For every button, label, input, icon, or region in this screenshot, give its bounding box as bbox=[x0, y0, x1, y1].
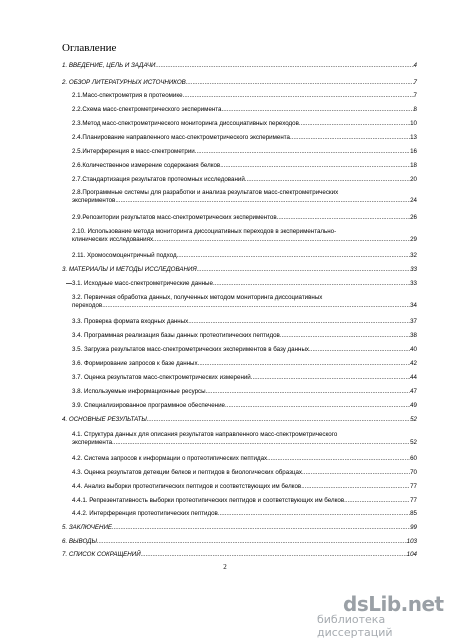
leader-dots bbox=[290, 134, 410, 142]
leader-dots bbox=[299, 120, 410, 128]
toc-entry[interactable]: 2.3.Метод масс-спектрометрического мониторинга диссоциативных переходов ..... 10 bbox=[72, 120, 417, 128]
page-title: Оглавление bbox=[62, 42, 117, 54]
toc-entry[interactable]: 4. ОСНОВНЫЕ РЕЗУЛЬТАТЫ ..... 52 bbox=[62, 416, 417, 424]
page-number: 2 bbox=[223, 563, 227, 571]
toc-entry[interactable]: 3.4. Программная реализация базы данных протеотипических пептидов ..... 38 bbox=[72, 332, 417, 340]
leader-dots bbox=[213, 280, 410, 288]
toc-entry[interactable]: 2.11. Хромосомоцентричный подход ..... 32 bbox=[72, 252, 417, 260]
toc-entry[interactable]: 2.9.Репозитории результатов масс-спектрометрических экспериментов ..... 26 bbox=[72, 214, 417, 222]
watermark-subtitle: библиотека диссертаций bbox=[317, 613, 393, 639]
leader-dots bbox=[183, 92, 414, 100]
toc-entry[interactable]: 4.2. Система запросов к информации о протеотипических пептидах ..... 60 bbox=[72, 455, 417, 463]
toc-entry[interactable]: 4.4.2. Интерференция протеотипических пептидов ..... 85 bbox=[72, 510, 417, 518]
leader-dots bbox=[115, 197, 410, 205]
leader-dots bbox=[220, 162, 410, 170]
toc-entry[interactable]: 4.4. Анализ выборки протеотипических пептидов и соответствующих им белков ..... 77 bbox=[72, 483, 417, 491]
leader-dots bbox=[102, 302, 410, 310]
toc-entry[interactable]: 2.2.Схема масс-спектрометрического эксперимента ..... 8 bbox=[72, 106, 417, 114]
leader-dots bbox=[112, 439, 410, 447]
toc-entry[interactable]: 2.7.Стандартизация результатов протеомных исследований ..... 20 bbox=[72, 176, 417, 184]
leader-dots bbox=[177, 252, 411, 260]
toc-entry[interactable]: 5. ЗАКЛЮЧЕНИЕ ..... 99 bbox=[62, 524, 417, 532]
toc-entry[interactable]: 3.3. Проверка формата входных данных ..... 37 bbox=[72, 318, 417, 326]
leader-dots bbox=[206, 388, 411, 396]
toc-entry[interactable]: 2.1.Масс-спектрометрия в протеомике ..... 7 bbox=[72, 92, 417, 100]
leader-dots bbox=[302, 469, 410, 477]
toc-entry[interactable]: 4.3. Оценка результатов детекции белков и пептидов в биологических образцах ..... 70 bbox=[72, 469, 417, 477]
toc-entry[interactable]: 3.7. Оценка результатов масс-спектрометрических измерений ..... 44 bbox=[72, 374, 417, 382]
toc-entry[interactable]: 3.2. Первичная обработка данных, полученных методом мониторинга диссоциативных переходов ..... 34 bbox=[72, 294, 417, 310]
leader-dots bbox=[155, 62, 413, 70]
toc-entry[interactable]: 3.9. Специализированное программное обеспечение ..... 49 bbox=[72, 402, 417, 410]
leader-dots bbox=[141, 551, 407, 559]
toc-entry[interactable]: 2.8.Программные системы для разработки и анализа результатов масс-спектрометрических экспериментов ..... 24 bbox=[72, 189, 417, 205]
leader-dots bbox=[186, 79, 414, 87]
toc-entry[interactable]: 4.4.1. Репрезентативность выборки протеотипических пептидов и соответствующих им белков ..... 77 bbox=[72, 497, 417, 505]
leader-dots bbox=[344, 497, 410, 505]
toc-entry[interactable]: 7. СПИСОК СОКРАЩЕНИЙ ..... 104 bbox=[62, 551, 417, 559]
toc-entry[interactable]: 3.1. Исходные масс-спектрометрические данные ..... 33 bbox=[72, 280, 417, 288]
leader-dots bbox=[112, 524, 410, 532]
leader-dots bbox=[251, 374, 410, 382]
leader-dots bbox=[301, 483, 410, 491]
leader-dots bbox=[198, 360, 411, 368]
leader-dots bbox=[195, 148, 410, 156]
toc-entry[interactable]: 2.10. Использование метода мониторинга диссоциативных переходов в экспериментально- клинических исследованиях ..... 29 bbox=[72, 228, 417, 244]
leader-dots bbox=[188, 318, 410, 326]
leader-dots bbox=[225, 402, 410, 410]
toc-entry[interactable]: 2.5.Интерференция в масс-спектрометрии ..... 16 bbox=[72, 148, 417, 156]
leader-dots bbox=[222, 106, 414, 114]
toc-entry[interactable]: 3.6. Формирование запросов к базе данных ..... 42 bbox=[72, 360, 417, 368]
toc-entry[interactable]: 3. МАТЕРИАЛЫ И МЕТОДЫ ИССЛЕДОВАНИЯ ..... 33 bbox=[62, 266, 417, 274]
leader-dots bbox=[267, 455, 410, 463]
toc-entry[interactable]: 2.6.Количественное измерение содержания белков ..... 18 bbox=[72, 162, 417, 170]
leader-dots bbox=[280, 332, 410, 340]
leader-dots bbox=[245, 176, 410, 184]
leader-dots bbox=[153, 236, 410, 244]
toc-entry[interactable]: 3.5. Загрузка результатов масс-спектрометрических экспериментов в базу данных ..... 40 bbox=[72, 346, 417, 354]
watermark-logo: dsLib.net bbox=[343, 592, 444, 616]
underline-mark bbox=[66, 283, 72, 284]
toc-entry[interactable]: 3.8. Используемые информационные ресурсы ..... 47 bbox=[72, 388, 417, 396]
leader-dots bbox=[309, 346, 410, 354]
leader-dots bbox=[197, 266, 410, 274]
leader-dots bbox=[147, 416, 410, 424]
leader-dots bbox=[97, 538, 407, 546]
toc-entry[interactable]: 1. ВВЕДЕНИЕ, ЦЕЛЬ И ЗАДАЧИ ..... 4 bbox=[62, 62, 417, 70]
toc-entry[interactable]: 6. ВЫВОДЫ ..... 103 bbox=[62, 538, 417, 546]
leader-dots bbox=[218, 510, 410, 518]
leader-dots bbox=[277, 214, 410, 222]
toc-entry[interactable]: 4.1. Структура данных для описания результатов направленного масс-спектрометрического эксперимента ..... 52 bbox=[72, 431, 417, 447]
toc-entry[interactable]: 2.4.Планирование направленного масс-спектрометрического эксперимента ..... 13 bbox=[72, 134, 417, 142]
toc-entry[interactable]: 2. ОБЗОР ЛИТЕРАТУРНЫХ ИСТОЧНИКОВ ..... 7 bbox=[62, 79, 417, 87]
